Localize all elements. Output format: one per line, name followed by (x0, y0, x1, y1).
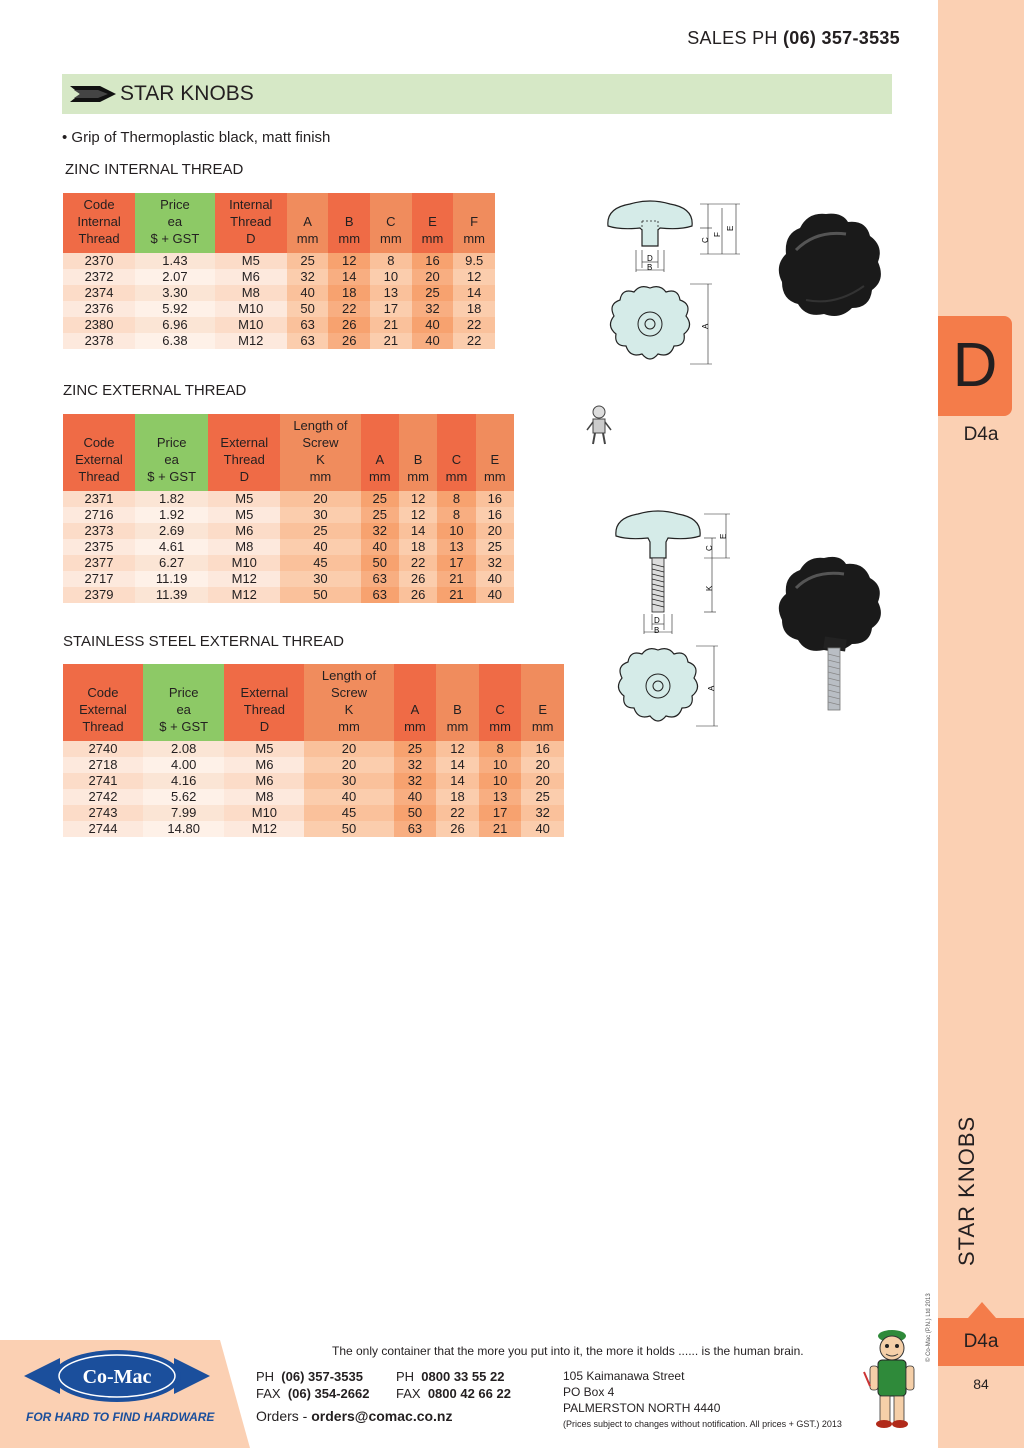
table-cell: 50 (280, 587, 360, 603)
column-header: E mm (412, 193, 454, 253)
table-cell: 1.82 (135, 491, 208, 507)
table-row (63, 571, 514, 587)
column-header: External Thread D (224, 664, 304, 741)
table-cell: 9.5 (453, 253, 495, 269)
column-header: External Thread D (208, 414, 280, 491)
table-cell: 40 (521, 821, 564, 837)
table-cell: M10 (208, 555, 280, 571)
table-cell: 8 (437, 507, 475, 523)
table-cell: 20 (304, 741, 393, 757)
page-number: 84 (973, 1376, 989, 1392)
table-cell: 12 (399, 491, 437, 507)
column-header: E mm (476, 414, 514, 491)
bottom-tab-arrow (968, 1302, 996, 1318)
table-cell: 25 (287, 253, 329, 269)
logo-tagline: FOR HARD TO FIND HARDWARE (26, 1410, 215, 1424)
table-header-row (63, 193, 495, 253)
table-cell: 8 (370, 253, 412, 269)
table-cell: 2717 (63, 571, 135, 587)
column-header: Price ea $ + GST (135, 414, 208, 491)
table-row (63, 789, 564, 805)
table-row (63, 757, 564, 773)
table-cell: 4.61 (135, 539, 208, 555)
table-cell: 12 (399, 507, 437, 523)
column-header: E mm (521, 664, 564, 741)
column-header: Length of Screw K mm (304, 664, 393, 741)
column-header: A mm (361, 414, 399, 491)
table-cell: 10 (479, 773, 522, 789)
ph2-number: 0800 33 55 22 (421, 1369, 505, 1384)
table-cell: 25 (476, 539, 514, 555)
dim-label-a-ext: A (707, 685, 716, 691)
table-cell: 25 (412, 285, 454, 301)
logo-text: Co-Mac (82, 1366, 152, 1388)
table-cell: 2376 (63, 301, 135, 317)
table-cell: 32 (394, 773, 437, 789)
table-cell: 14 (436, 773, 479, 789)
mascot-icon (860, 1326, 924, 1430)
table-cell: 2379 (63, 587, 135, 603)
section-code: D4a (963, 424, 999, 445)
table-cell: 7.99 (143, 805, 224, 821)
table-cell: 2742 (63, 789, 143, 805)
table-cell: 21 (479, 821, 522, 837)
table-cell: 25 (361, 491, 399, 507)
table-cell: 17 (479, 805, 522, 821)
dim-label-f: F (713, 232, 722, 237)
table-cell: 32 (476, 555, 514, 571)
table-cell: M10 (215, 317, 287, 333)
table-cell: 21 (370, 317, 412, 333)
table-cell: 32 (394, 757, 437, 773)
table-cell: 2372 (63, 269, 135, 285)
table-cell: M12 (208, 571, 280, 587)
table-cell: 6.27 (135, 555, 208, 571)
table-cell: M10 (224, 805, 304, 821)
dim-label-k: K (705, 585, 714, 591)
table-cell: 18 (399, 539, 437, 555)
table-cell: 10 (437, 523, 475, 539)
orders-line (256, 1408, 453, 1425)
table-cell: M5 (208, 491, 280, 507)
copyright-note: © Co-Mac (P.N.) Ltd 2013 (926, 1293, 932, 1362)
table-cell: 40 (476, 587, 514, 603)
table-cell: 20 (476, 523, 514, 539)
table-cell: 2370 (63, 253, 135, 269)
table-cell: 2741 (63, 773, 143, 789)
table-cell: 16 (412, 253, 454, 269)
table-cell: 32 (412, 301, 454, 317)
contact-block-2 (396, 1368, 511, 1402)
table-cell: 2374 (63, 285, 135, 301)
table-cell: M12 (208, 587, 280, 603)
table-cell: 16 (476, 491, 514, 507)
table-row (63, 301, 495, 317)
table-cell: 63 (361, 571, 399, 587)
table-cell: 40 (412, 317, 454, 333)
table-cell: 6.38 (135, 333, 215, 349)
table-cell: 26 (436, 821, 479, 837)
table-cell: 21 (437, 587, 475, 603)
table-cell: 14 (328, 269, 370, 285)
table-cell: M5 (224, 741, 304, 757)
arrow-icon (70, 84, 116, 104)
dim-label-c: C (701, 237, 710, 243)
table-cell: 50 (394, 805, 437, 821)
table-cell: 63 (394, 821, 437, 837)
table-cell: 25 (280, 523, 360, 539)
table-cell: 14 (453, 285, 495, 301)
table-cell: 26 (399, 587, 437, 603)
table-cell: 25 (361, 507, 399, 523)
table-cell: 25 (521, 789, 564, 805)
table-cell: 14 (436, 757, 479, 773)
spec-table-stainless-external (63, 664, 564, 837)
column-header: B mm (328, 193, 370, 253)
column-header: F mm (453, 193, 495, 253)
table-cell: 22 (399, 555, 437, 571)
table-cell: 13 (370, 285, 412, 301)
table-cell: 12 (436, 741, 479, 757)
table-cell: 32 (361, 523, 399, 539)
table-cell: 2380 (63, 317, 135, 333)
column-header: Code External Thread (63, 664, 143, 741)
table-row (63, 587, 514, 603)
table-cell: 2371 (63, 491, 135, 507)
table-cell: 4.16 (143, 773, 224, 789)
table-cell: 50 (304, 821, 393, 837)
table-cell: 2716 (63, 507, 135, 523)
table-cell: M5 (215, 253, 287, 269)
table-cell: 2718 (63, 757, 143, 773)
table-cell: 26 (328, 333, 370, 349)
table-cell: 2.08 (143, 741, 224, 757)
table-row (63, 285, 495, 301)
table-cell: 20 (304, 757, 393, 773)
table-row (63, 317, 495, 333)
table-cell: 2375 (63, 539, 135, 555)
star-knob-photo-internal (776, 210, 886, 320)
contact-block-1 (256, 1368, 369, 1402)
table-cell: 1.43 (135, 253, 215, 269)
table-cell: 32 (287, 269, 329, 285)
table-cell: 2.07 (135, 269, 215, 285)
external-thread-drawing (600, 506, 750, 736)
column-header: Code Internal Thread (63, 193, 135, 253)
table-cell: 8 (479, 741, 522, 757)
page-title: STAR KNOBS (120, 82, 254, 105)
table-cell: M6 (208, 523, 280, 539)
table-cell: 22 (328, 301, 370, 317)
table-row (63, 821, 564, 837)
table-row (63, 491, 514, 507)
table-cell: 40 (304, 789, 393, 805)
table-cell: 11.39 (135, 587, 208, 603)
table-cell: 1.92 (135, 507, 208, 523)
table-cell: 40 (394, 789, 437, 805)
table-cell: 10 (370, 269, 412, 285)
table-cell: 2.69 (135, 523, 208, 539)
column-header: A mm (287, 193, 329, 253)
table-cell: 2373 (63, 523, 135, 539)
bottom-section-tab (938, 1318, 1024, 1366)
column-header: Price ea $ + GST (143, 664, 224, 741)
table-cell: 40 (280, 539, 360, 555)
mascot-small-icon (585, 404, 613, 446)
table-cell: 18 (328, 285, 370, 301)
fax2-number: 0800 42 66 22 (427, 1386, 511, 1401)
dim-label-b-ext: B (654, 626, 660, 635)
column-header: Code External Thread (63, 414, 135, 491)
section-tab-letter: D (952, 331, 998, 400)
fax-number: (06) 354-2662 (287, 1386, 370, 1401)
table-cell: 20 (521, 757, 564, 773)
address-line-2: PO Box 4 (563, 1385, 615, 1399)
column-header: A mm (394, 664, 437, 741)
table-row (63, 805, 564, 821)
table-cell: 16 (521, 741, 564, 757)
table-cell: M8 (215, 285, 287, 301)
table-cell: 3.30 (135, 285, 215, 301)
table-cell: 8 (437, 491, 475, 507)
table-cell: 12 (453, 269, 495, 285)
table-cell: 26 (328, 317, 370, 333)
table-cell: M8 (224, 789, 304, 805)
title-bar (62, 74, 892, 114)
section-tab[interactable] (938, 316, 1012, 416)
column-header: B mm (399, 414, 437, 491)
table-cell: 20 (521, 773, 564, 789)
table-cell: 5.62 (143, 789, 224, 805)
table-cell: M5 (208, 507, 280, 523)
table-cell: 45 (304, 805, 393, 821)
section-title-zinc-external: ZINC EXTERNAL THREAD (63, 382, 247, 399)
section-title-stainless-external: STAINLESS STEEL EXTERNAL THREAD (63, 633, 344, 650)
table-cell: 32 (521, 805, 564, 821)
table-header-row (63, 664, 564, 741)
sidebar (938, 0, 1024, 1448)
table-cell: M6 (224, 757, 304, 773)
table-cell: 20 (280, 491, 360, 507)
table-cell: 26 (399, 571, 437, 587)
address-block (563, 1368, 842, 1432)
dim-label-d: D (647, 254, 653, 263)
spec-table-zinc-internal (63, 193, 495, 349)
column-header: Length of Screw K mm (280, 414, 360, 491)
table-cell: 30 (280, 571, 360, 587)
address-line-1: 105 Kaimanawa Street (563, 1369, 685, 1383)
table-cell: 18 (436, 789, 479, 805)
column-header: B mm (436, 664, 479, 741)
dim-label-c-ext: C (705, 545, 714, 551)
table-cell: M12 (215, 333, 287, 349)
price-note: (Prices subject to changes without notification. All prices + GST.) 2013 (563, 1419, 842, 1429)
table-cell: 11.19 (135, 571, 208, 587)
column-header: C mm (437, 414, 475, 491)
dim-label-a: A (701, 323, 710, 329)
table-cell: M6 (215, 269, 287, 285)
table-cell: 40 (361, 539, 399, 555)
table-cell: 13 (479, 789, 522, 805)
table-cell: 20 (412, 269, 454, 285)
table-cell: 10 (479, 757, 522, 773)
table-row (63, 523, 514, 539)
table-cell: 2740 (63, 741, 143, 757)
table-cell: 17 (437, 555, 475, 571)
table-cell: M6 (224, 773, 304, 789)
internal-thread-drawing (600, 196, 750, 376)
ph-label: PH (256, 1369, 275, 1384)
dim-label-d-ext: D (654, 616, 660, 625)
ph2-label: PH (396, 1369, 415, 1384)
table-cell: 17 (370, 301, 412, 317)
table-cell: 45 (280, 555, 360, 571)
ph-number: (06) 357-3535 (281, 1369, 363, 1384)
table-cell: 25 (394, 741, 437, 757)
table-cell: 40 (412, 333, 454, 349)
table-cell: 63 (287, 333, 329, 349)
table-cell: M8 (208, 539, 280, 555)
sales-phone: (06) 357-3535 (783, 28, 900, 48)
star-knob-photo-external (774, 552, 904, 717)
section-title-zinc-internal: ZINC INTERNAL THREAD (65, 161, 244, 178)
table-cell: 30 (280, 507, 360, 523)
sales-prefix: SALES PH (687, 28, 778, 48)
fax2-label: FAX (396, 1386, 421, 1401)
bottom-section-code: D4a (963, 1331, 999, 1352)
table-cell: 22 (436, 805, 479, 821)
table-cell: 4.00 (143, 757, 224, 773)
table-cell: 40 (287, 285, 329, 301)
table-cell: 14 (399, 523, 437, 539)
column-header: Price ea $ + GST (135, 193, 215, 253)
column-header: C mm (479, 664, 522, 741)
table-cell: 22 (453, 317, 495, 333)
table-cell: 30 (304, 773, 393, 789)
table-cell: 50 (287, 301, 329, 317)
dim-label-e-ext: E (719, 533, 728, 539)
table-cell: 2377 (63, 555, 135, 571)
table-header-row (63, 414, 514, 491)
table-cell: 21 (437, 571, 475, 587)
table-cell: M10 (215, 301, 287, 317)
sales-phone-header (687, 28, 900, 49)
table-row (63, 741, 564, 757)
table-cell: 16 (476, 507, 514, 523)
table-cell: 22 (453, 333, 495, 349)
table-row (63, 269, 495, 285)
table-cell: 14.80 (143, 821, 224, 837)
dim-label-e: E (726, 225, 735, 231)
address-line-3: PALMERSTON NORTH 4440 (563, 1401, 721, 1415)
vertical-section-title: STAR KNOBS (954, 1115, 979, 1266)
feature-bullet: • Grip of Thermoplastic black, matt finish (62, 129, 331, 146)
table-row (63, 555, 514, 571)
spec-table-zinc-external (63, 414, 514, 603)
table-cell: 12 (328, 253, 370, 269)
comac-logo (24, 1346, 210, 1406)
table-row (63, 507, 514, 523)
orders-email-link[interactable]: orders@comac.co.nz (311, 1408, 453, 1424)
table-cell: 63 (361, 587, 399, 603)
table-cell: 21 (370, 333, 412, 349)
table-cell: 6.96 (135, 317, 215, 333)
orders-label: Orders - (256, 1408, 308, 1424)
table-row (63, 253, 495, 269)
table-row (63, 539, 514, 555)
table-row (63, 773, 564, 789)
table-cell: M12 (224, 821, 304, 837)
table-cell: 18 (453, 301, 495, 317)
table-row (63, 333, 495, 349)
column-header: Internal Thread D (215, 193, 287, 253)
table-cell: 50 (361, 555, 399, 571)
table-cell: 2378 (63, 333, 135, 349)
table-cell: 40 (476, 571, 514, 587)
dim-label-b: B (647, 263, 653, 272)
table-cell: 63 (287, 317, 329, 333)
column-header: C mm (370, 193, 412, 253)
footer-tagline: The only container that the more you put into it, the more it holds ...... is the human brain. (332, 1344, 804, 1358)
table-cell: 5.92 (135, 301, 215, 317)
table-cell: 2743 (63, 805, 143, 821)
table-cell: 13 (437, 539, 475, 555)
table-cell: 2744 (63, 821, 143, 837)
fax-label: FAX (256, 1386, 281, 1401)
